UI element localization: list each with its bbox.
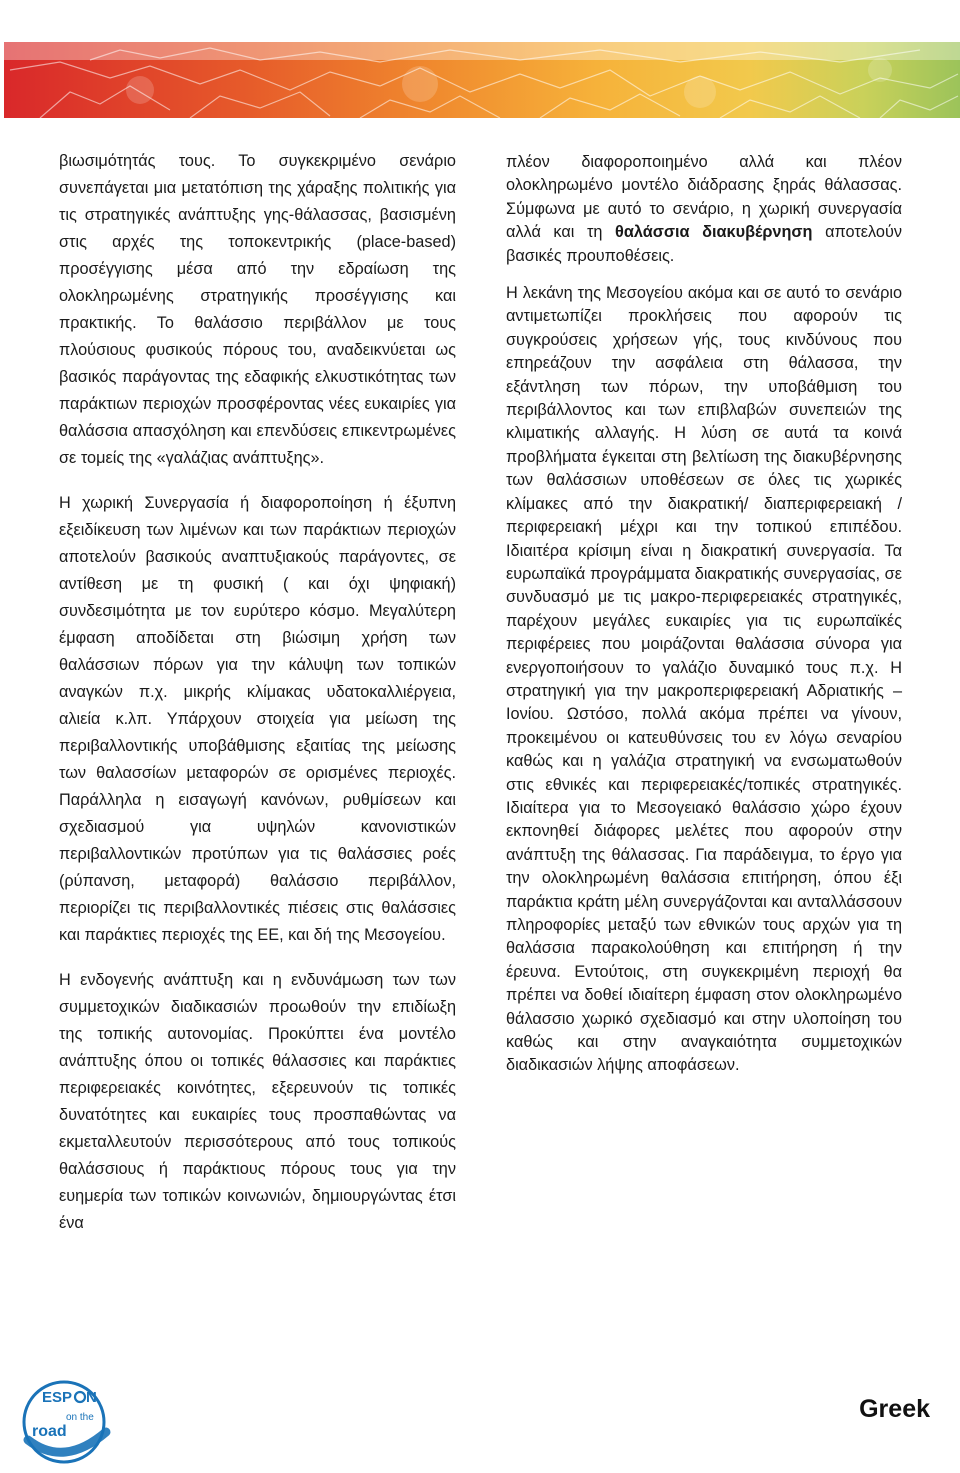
logo-word-road: road bbox=[32, 1423, 67, 1440]
left-paragraph-2: Η χωρική Συνεργασία ή διαφοροποίηση ή έξυπνη εξειδίκευση των λιμένων και των παράκτιων περιοχών αποτελούν βασικούς αναπτυξιακούς παράγοντες, σε αντίθεση με τη φυσική ( και όχι ψηφιακή) συνδεσιμότητα με τον ευρύτερο κόσμο. Μεγαλύτερη έμφαση αποδίδεται στη βιώσιμη χρήση των θαλάσσιων πόρων για την κάλυψη των τοπικών αναγκών π.χ. μικρής κλίμακας υδατοκαλλιέργεια, αλιεία κ.λπ. Υπάρχουν στοιχεία για μείωση της περιβαλλοντικής υποβάθμισης εξαιτίας της μείωσης των θαλασσίων μεταφορών σε ορισμένες περιοχές. Παράλληλα η εισαγωγή κανόνων, ρυθμίσεων και σχεδιασμού για υψηλών κανονιστικών περιβαλλοντικών προτύπων για τις θαλάσσιες ροές (ρύπανση, μεταφορά) θαλάσσιο περιβάλλον, περιορίζει τις περιβαλλοντικές πιέσεις στις θαλάσσιες και παράκτιες περιοχές της ΕΕ, και δή της Μεσογείου. bbox=[59, 494, 456, 944]
logo-word-on-the: on the bbox=[66, 1412, 94, 1423]
map-banner-graphic bbox=[0, 0, 960, 118]
right-text-column bbox=[506, 151, 902, 1078]
logo-word-n: N bbox=[86, 1389, 97, 1406]
language-label: Greek bbox=[859, 1395, 930, 1423]
right-paragraph-1-text-a: πλέον διαφοροποιημένο αλλά και πλέον ολοκληρωμένο μοντέλο διάδρασης ξηράς θάλασσας. Σύμφωνα με αυτό το σενάριο, η χωρική συνεργασία αλλά και τη bbox=[506, 153, 902, 242]
logo-o-ring bbox=[75, 1392, 85, 1402]
espon-on-the-road-logo bbox=[10, 1370, 128, 1468]
left-text-column bbox=[59, 148, 456, 1237]
espon-logo-icon bbox=[10, 1370, 128, 1468]
left-paragraph-3: Η ενδογενής ανάπτυξη και η ενδυνάμωση των των συμμετοχικών διαδικασιών προωθούν την επιδίωξη της τοπικής αυτονομίας. Προκύπτει ένα μοντέλο ανάπτυξης όπου οι τοπικές θάλασσιες και παράκτιες περιφερειακές κοινότητες, εξερευνούν τις τοπικές δυνατότητες και ευκαιρίες τους προσπαθώντας να εκμεταλλευτούν περισσότερους από τους τοπικούς θαλάσσιους ή παράκτιους πόρους τους για την ευημερία των τοπικών κοινωνιών, δημιουργώντας έτσι ένα bbox=[59, 971, 456, 1232]
right-paragraph-1-bold: θαλάσσια διακυβέρνηση bbox=[615, 223, 813, 242]
logo-word-esp: ESP bbox=[42, 1389, 73, 1406]
right-paragraph-1-text-b: αποτελούν βασικές προυποθέσεις. bbox=[506, 223, 903, 265]
left-paragraph-1: βιωσιμότητάς τους. Το συγκεκριμένο σενάριο συνεπάγεται μια μετατόπιση της χάραξης πολιτικής για τις στρατηγικές ανάπτυξης γης-θάλασσας, βασισμένη στις αρχές της τοποκεντρικής (place-based) προσέγγισης μέσα από την εδραίωση της ολοκληρωμένης στρατηγικής προσέγγισης και πρακτικής. Το θαλάσσιο περιβάλλον με τους πλούσιους φυσικούς πόρους του, αναδεικνύεται ως βασικός παράγοντας της εδαφικής ελκυστικότητας των παράκτιων περιοχών προσφέροντας νέες ευκαιρίες για θαλάσσια απασχόληση και επενδύσεις επικεντρωμένες σε τομείς της «γαλάζιας ανάπτυξης». bbox=[59, 152, 456, 467]
regional-map-banner bbox=[0, 0, 960, 118]
right-paragraph-2: Η λεκάνη της Μεσογείου ακόμα και σε αυτό το σενάριο αντιμετωπίζει προκλήσεις που αφορούν τις συγκρούσεις χρήσεων γής, τους κινδύνους που επηρεάζουν την ασφάλεια στη θάλασσα, την εξάντληση των πόρων, την υποβάθμιση του περιβάλλοντος και των επιβλαβών συνεπειών της κλιματικής αλλαγής. Η λύση σε αυτά τα κοινά προβλήματα έγκειται στη βελτίωση της διακυβέρνησης των θαλάσσιων υποθέσεων σε όλες τις χωρικές κλίμακες από την διακρατική/ διαπεριφερειακή / περιφερειακή μέχρι και την τοπικού επιπέδου. Ιδιαιτέρα κρίσιμη είναι η διακρατική συνεργασία. Τα ευρωπαϊκά προγράμματα διακρατικής συνεργασίας, σε συνδυασμό με τις μακρο-περιφερειακές στρατηγικές, παρέχουν μεγάλες ευκαιρίες για τις ευρωπαϊκές περιφέρειες που μοιράζονται θαλάσσια σύνορα για ενεργοποιήσουν το γαλάζιο δυναμικό τους π.χ. Η στρατηγική για την μακροπεριφερειακή Αδριατικής –Ιονίου. Ωστόσο, πολλά ακόμα πρέπει να γίνουν, προκειμένου οι κατευθύνσεις του εν λόγω σεναρίου καθώς και η γαλάζια στρατηγική να ενσωματωθούν στις εθνικές και περιφερειακές/τοπικές στρατηγικές. Ιδιαίτερα για το Μεσογειακό θαλάσσιο χώρο έχουν εκπονηθεί διάφορες μελέτες που αφορούν στην ανάπτυξη της θάλασσας. Για παράδειγμα, το έργο για την ολοκληρωμένη θαλάσσια επιτήρηση, όπου έξι παράκτια κράτη μέλη συνεργάζονται και ανταλλάσσουν πληροφορίες μεταξύ των εθνικών τους αρχών για τη θαλάσσια παρακολούθηση και επιτήρηση ή την έρευνα. Εντούτοις, στη συγκεκριμένη περιοχή θα πρέπει να δοθεί ιδιαίτερη έμφαση στον ολοκληρωμένο θάλασσιο χωρικό σχεδιασμό και στην υλοποίηση του καθώς και στην αναγκαιότητα συμμετοχικών διαδικασιών λήψης αποφάσεων. bbox=[506, 284, 902, 1075]
right-paragraph-1 bbox=[506, 151, 902, 268]
